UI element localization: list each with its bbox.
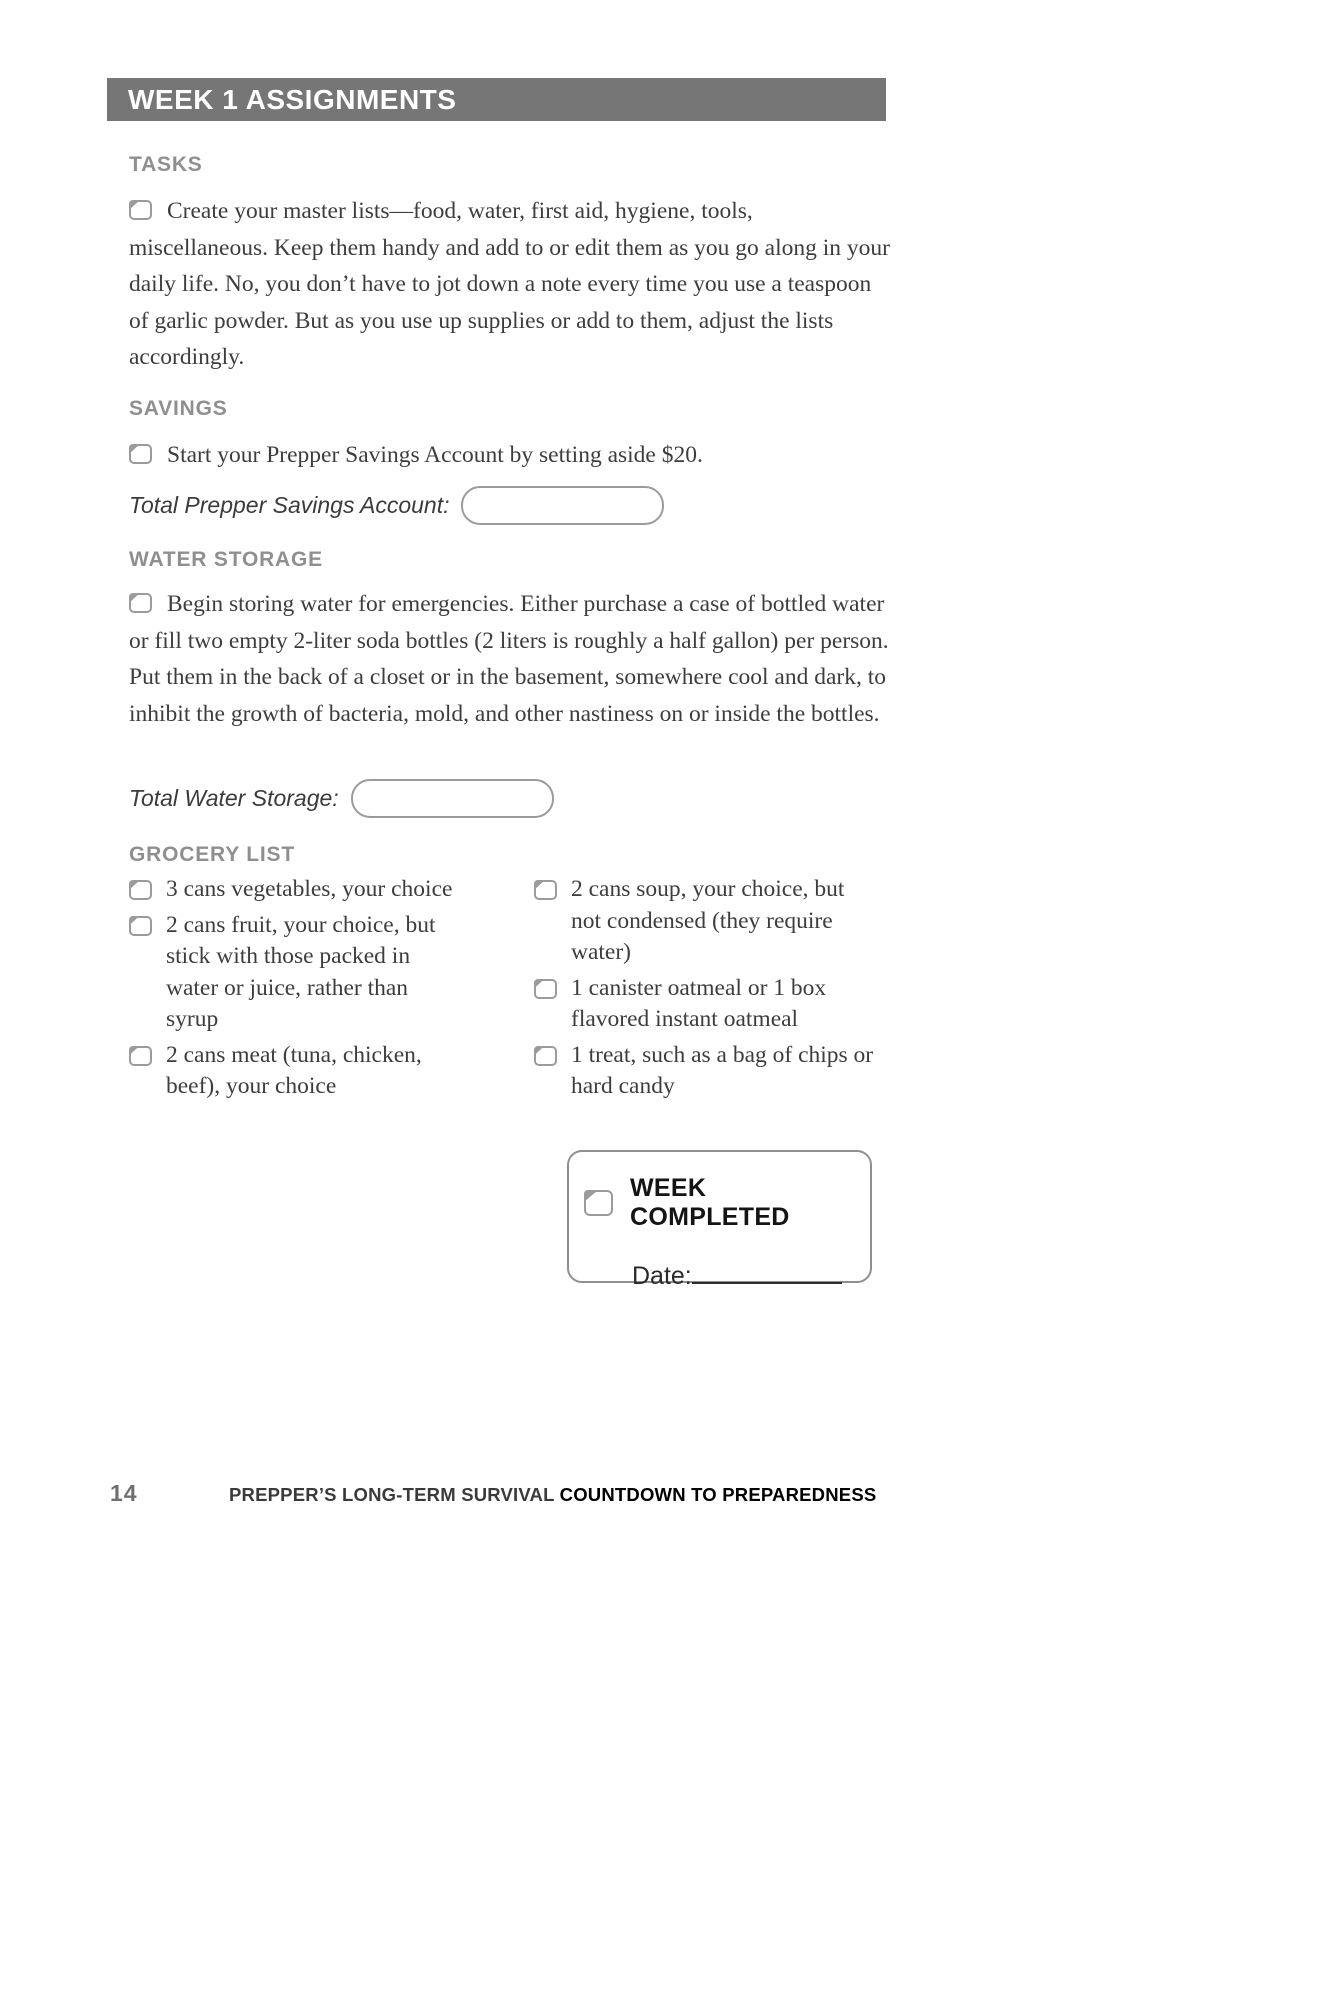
week-header-bar: [107, 78, 886, 121]
date-blank[interactable]: [692, 1282, 842, 1284]
page-title: WEEK 1 ASSIGNMENTS: [128, 84, 457, 115]
water-storage-heading: WATER STORAGE: [129, 548, 323, 571]
grocery-right-column: [534, 874, 879, 1107]
savings-item: [129, 437, 891, 474]
tasks-item-text: Create your master lists—food, water, first aid, hygiene, tools, miscellaneous. Keep them handy and add to or edit them as you go along in your daily life. No, you don’t have to jot down a note every time you use a teaspoon of garlic powder. But as you use up supplies or add to them, adjust the lists accordingly.: [129, 198, 890, 370]
book-title-regular: PREPPER’S LONG-TERM SURVIVAL: [229, 1484, 555, 1505]
savings-item-text: Start your Prepper Savings Account by setting aside $20.: [167, 442, 703, 468]
grocery-item-text: 2 cans meat (tuna, chicken, beef), your choice: [166, 1041, 422, 1099]
week-completed-row: [584, 1174, 870, 1232]
grocery-checkbox[interactable]: [129, 916, 152, 936]
tasks-heading: TASKS: [129, 153, 203, 176]
tasks-checkbox[interactable]: [129, 200, 152, 220]
grocery-item: [129, 874, 463, 906]
savings-total-row: [129, 486, 664, 525]
page-number: 14: [110, 1480, 138, 1506]
footer-book-title: [229, 1484, 876, 1506]
savings-heading: SAVINGS: [129, 397, 228, 420]
water-storage-item: [129, 586, 891, 732]
grocery-checkbox[interactable]: [534, 1046, 557, 1066]
grocery-left-column: [129, 874, 463, 1107]
week-completed-checkbox[interactable]: [584, 1190, 613, 1216]
tasks-item: [129, 193, 891, 376]
grocery-checkbox[interactable]: [534, 880, 557, 900]
grocery-item-text: 1 canister oatmeal or 1 box flavored instant oatmeal: [571, 974, 827, 1032]
grocery-item: [129, 910, 463, 1036]
savings-total-input[interactable]: [461, 486, 664, 525]
water-total-label: Total Water Storage:: [129, 785, 339, 811]
savings-total-label: Total Prepper Savings Account:: [129, 492, 450, 518]
grocery-checkbox[interactable]: [534, 979, 557, 999]
week-completed-label: WEEK COMPLETED: [630, 1174, 790, 1231]
grocery-item-text: 2 cans soup, your choice, but not condensed (they require water): [571, 876, 845, 965]
water-storage-checkbox[interactable]: [129, 593, 152, 613]
water-storage-item-text: Begin storing water for emergencies. Either purchase a case of bottled water or fill two empty 2-liter soda bottles (2 liters is roughly a half gallon) per person. Put them in the back of a closet or in the basement, somewhere cool and dark, to inhibit the growth of bacteria, mold, and other nastiness on or inside the bottles.: [129, 591, 889, 727]
grocery-checkbox[interactable]: [129, 1046, 152, 1066]
grocery-item: [534, 1040, 879, 1103]
book-title-bold: COUNTDOWN TO PREPAREDNESS: [559, 1484, 877, 1505]
grocery-item-text: 2 cans fruit, your choice, but stick with those packed in water or juice, rather than syrup: [166, 911, 436, 1032]
grocery-item: [534, 874, 879, 969]
savings-checkbox[interactable]: [129, 444, 152, 464]
water-total-input[interactable]: [351, 779, 554, 818]
date-row: [584, 1262, 870, 1291]
grocery-item: [129, 1040, 463, 1103]
grocery-item-text: 1 treat, such as a bag of chips or hard candy: [571, 1041, 874, 1099]
grocery-checkbox[interactable]: [129, 880, 152, 900]
grocery-item-text: 3 cans vegetables, your choice: [166, 876, 453, 902]
date-label: Date:: [632, 1262, 692, 1290]
week-completed-box: [567, 1150, 872, 1290]
water-total-row: [129, 779, 554, 818]
grocery-heading: GROCERY LIST: [129, 843, 295, 866]
grocery-item: [534, 973, 879, 1036]
